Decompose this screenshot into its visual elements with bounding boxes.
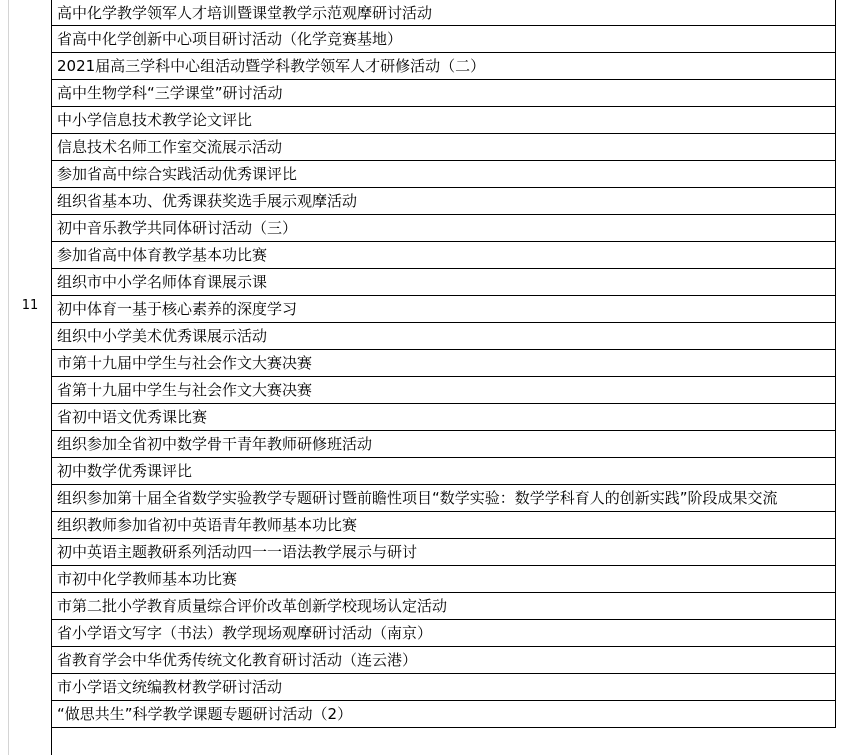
activity-cell-text: 市小学语文统编教材教学研讨活动 bbox=[57, 678, 283, 696]
activity-cell-text: 省高中化学创新中心项目研讨活动（化学竞赛基地） bbox=[57, 30, 403, 48]
activity-cell-text: 初中体育一基于核心素养的深度学习 bbox=[57, 300, 298, 318]
activity-cell-text: 初中音乐教学共同体研讨活动（三） bbox=[57, 219, 298, 237]
table-row[interactable] bbox=[52, 593, 836, 620]
activity-cell-text: 信息技术名师工作室交流展示活动 bbox=[57, 138, 283, 156]
merged-number-cell[interactable] bbox=[9, 0, 52, 755]
activity-cell-text: 初中数学优秀课评比 bbox=[57, 462, 193, 480]
activity-cell-text: 组织参加全省初中数学骨干青年教师研修班活动 bbox=[57, 435, 373, 453]
activity-cell-text: 组织省基本功、优秀课获奖选手展示观摩活动 bbox=[57, 192, 358, 210]
activity-cell-text: 初中英语主题教研系列活动四一一语法教学展示与研讨 bbox=[57, 543, 418, 561]
table-row[interactable] bbox=[52, 296, 836, 323]
table-row[interactable] bbox=[52, 620, 836, 647]
table-row[interactable] bbox=[52, 539, 836, 566]
table-row[interactable] bbox=[52, 26, 836, 53]
activity-cell-text: 组织市中小学名师体育课展示课 bbox=[57, 273, 268, 291]
table-row[interactable] bbox=[52, 215, 836, 242]
table-row[interactable] bbox=[52, 323, 836, 350]
table-row[interactable] bbox=[52, 80, 836, 107]
activity-cell-text: 省教育学会中华优秀传统文化教育研讨活动（连云港） bbox=[57, 651, 418, 669]
table-row[interactable] bbox=[52, 674, 836, 701]
activity-cell-text: 2021届高三学科中心组活动暨学科教学领军人才研修活动（二） bbox=[57, 57, 486, 75]
activity-cell-text: 省小学语文写字（书法）教学现场观摩研讨活动（南京） bbox=[57, 624, 433, 642]
activity-cell-text: 市初中化学教师基本功比赛 bbox=[57, 570, 238, 588]
table-row[interactable] bbox=[52, 269, 836, 296]
table-row[interactable] bbox=[52, 485, 836, 512]
table-row[interactable] bbox=[52, 134, 836, 161]
table-row[interactable] bbox=[52, 0, 836, 26]
activity-cell-text: “做思共生”科学教学课题专题研讨活动（2） bbox=[57, 705, 353, 723]
activity-cell-text: 参加省高中体育教学基本功比赛 bbox=[57, 246, 268, 264]
activity-cell-text: 组织教师参加省初中英语青年教师基本功比赛 bbox=[57, 516, 358, 534]
activity-cell-text: 市第十九届中学生与社会作文大赛决赛 bbox=[57, 354, 313, 372]
row-number-label: 11 bbox=[21, 298, 39, 313]
table-row[interactable] bbox=[52, 404, 836, 431]
activity-cell-text: 高中化学教学领军人才培训暨课堂教学示范观摩研讨活动 bbox=[57, 4, 433, 22]
table-row[interactable] bbox=[52, 566, 836, 593]
table-row[interactable] bbox=[52, 188, 836, 215]
table-row[interactable] bbox=[52, 161, 836, 188]
left-gutter bbox=[0, 0, 9, 755]
activity-cell-text: 参加省高中综合实践活动优秀课评比 bbox=[57, 165, 298, 183]
activity-cell-text: 组织参加第十届全省数学实验教学专题研讨暨前瞻性项目“数学实验：数学学科育人的创新实践”阶段成果交流 bbox=[57, 489, 778, 507]
activity-cell-text: 市第二批小学教育质量综合评价改革创新学校现场认定活动 bbox=[57, 597, 448, 615]
right-edge bbox=[836, 0, 841, 755]
table-row[interactable] bbox=[52, 53, 836, 80]
activity-cell-text: 组织中小学美术优秀课展示活动 bbox=[57, 327, 268, 345]
table-row[interactable] bbox=[52, 377, 836, 404]
table-row[interactable] bbox=[52, 458, 836, 485]
activity-cell-text: 高中生物学科“三学课堂”研讨活动 bbox=[57, 84, 283, 102]
activity-cell-text: 中小学信息技术教学论文评比 bbox=[57, 111, 253, 129]
table-row[interactable] bbox=[52, 431, 836, 458]
activity-cell-text: 省初中语文优秀课比赛 bbox=[57, 408, 208, 426]
activity-rows bbox=[52, 0, 836, 728]
table-row[interactable] bbox=[52, 107, 836, 134]
table-row[interactable] bbox=[52, 350, 836, 377]
activity-cell-text: 省第十九届中学生与社会作文大赛决赛 bbox=[57, 381, 313, 399]
table-row[interactable] bbox=[52, 512, 836, 539]
table-row[interactable] bbox=[52, 701, 836, 728]
table-row[interactable] bbox=[52, 647, 836, 674]
table-row[interactable] bbox=[52, 242, 836, 269]
